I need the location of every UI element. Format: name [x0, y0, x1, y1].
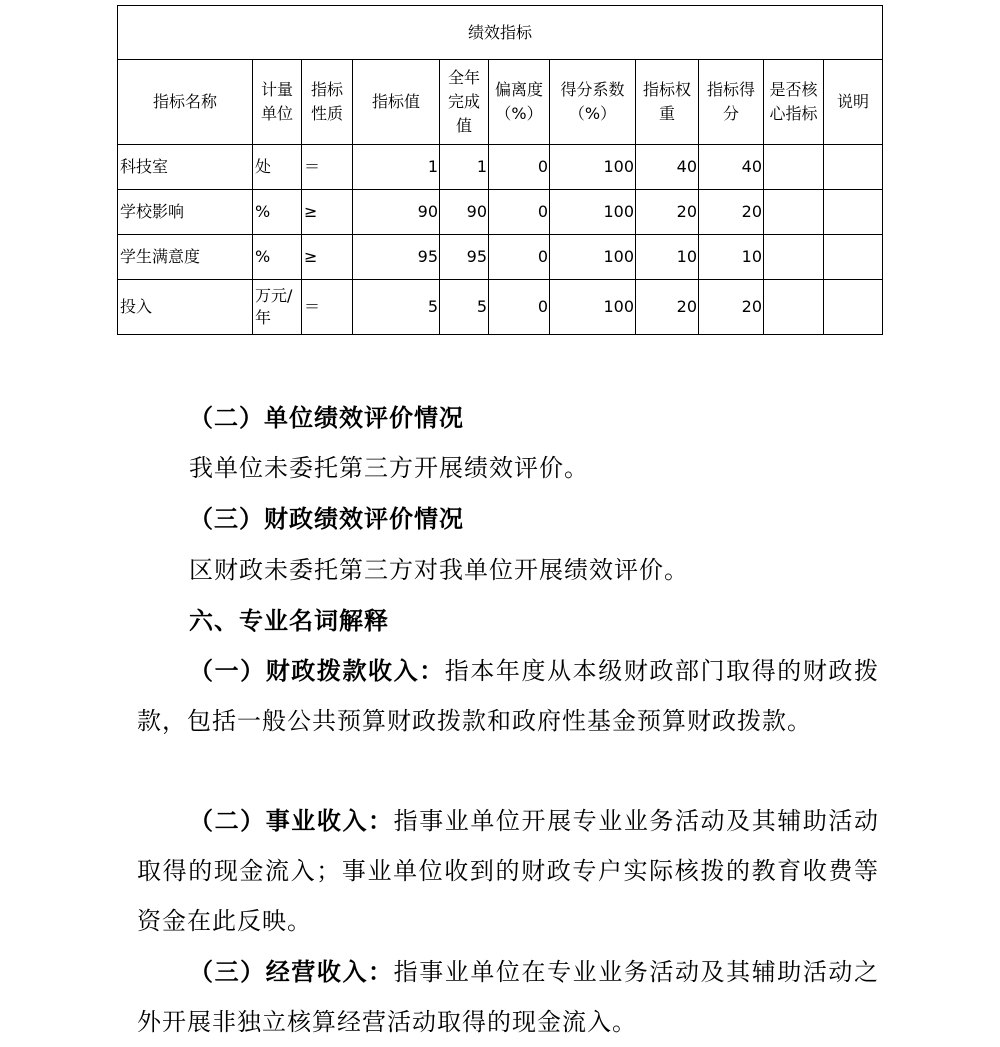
- score-cell: 20: [699, 280, 764, 335]
- coef-cell: 100: [550, 145, 636, 190]
- header-cell: 得分系数（%）: [550, 60, 636, 145]
- section-body: 区财政未委托第三方对我单位开展绩效评价。: [189, 556, 689, 584]
- note-cell: [824, 145, 883, 190]
- performance-indicator-table: [117, 5, 883, 335]
- target-cell: 5: [353, 280, 440, 335]
- actual-cell: 95: [440, 235, 489, 280]
- table-header-row: [118, 60, 883, 145]
- core-cell: [764, 145, 824, 190]
- term-text: 指事业单位开展专业业务活动及其辅助活动取得的现金流入；事业单位收到的财政专户实际核拨的教育收费等资金在此反映。: [137, 807, 880, 935]
- header-cell: 偏离度（%）: [489, 60, 550, 145]
- unit-cell: %: [253, 235, 302, 280]
- weight-cell: 20: [636, 280, 699, 335]
- section-heading: （三）财政绩效评价情况: [189, 504, 464, 533]
- table-row: [118, 145, 883, 190]
- term-title: （二）事业收入：: [189, 806, 394, 835]
- note-cell: [824, 280, 883, 335]
- header-cell: 是否核心指标: [764, 60, 824, 145]
- unit-cell: 万元/年: [253, 280, 302, 335]
- unit-cell: %: [253, 190, 302, 235]
- indicator-name: 科技室: [118, 145, 253, 190]
- section-body: 我单位未委托第三方开展绩效评价。: [189, 454, 589, 482]
- actual-cell: 5: [440, 280, 489, 335]
- unit-cell: 处: [253, 145, 302, 190]
- score-cell: 10: [699, 235, 764, 280]
- actual-cell: 90: [440, 190, 489, 235]
- weight-cell: 10: [636, 235, 699, 280]
- target-cell: 95: [353, 235, 440, 280]
- deviation-cell: 0: [489, 145, 550, 190]
- term-title: （三）经营收入：: [189, 957, 394, 986]
- table-title: 绩效指标: [118, 6, 883, 60]
- nature-cell: ≥: [302, 190, 353, 235]
- term-text: 指本年度从本级财政部门取得的财政拨款，包括一般公共预算财政拨款和政府性基金预算财政拨款。: [137, 657, 880, 735]
- table-row: [118, 235, 883, 280]
- indicator-name: 学校影响: [118, 190, 253, 235]
- term-definition: [137, 796, 879, 946]
- header-cell: 指标性质: [302, 60, 353, 145]
- table-row: [118, 280, 883, 335]
- target-cell: 90: [353, 190, 440, 235]
- core-cell: [764, 235, 824, 280]
- header-cell: 指标得分: [699, 60, 764, 145]
- section-heading: （二）单位绩效评价情况: [189, 403, 464, 432]
- table-row: [118, 190, 883, 235]
- term-definition: [137, 646, 879, 746]
- term-definition: [137, 947, 879, 1047]
- nature-cell: ＝: [302, 280, 353, 335]
- header-cell: 指标值: [353, 60, 440, 145]
- nature-cell: ≥: [302, 235, 353, 280]
- weight-cell: 40: [636, 145, 699, 190]
- note-cell: [824, 190, 883, 235]
- term-text: 指事业单位在专业业务活动及其辅助活动之外开展非独立核算经营活动取得的现金流入。: [137, 958, 880, 1036]
- indicator-name: 投入: [118, 280, 253, 335]
- score-cell: 40: [699, 145, 764, 190]
- coef-cell: 100: [550, 235, 636, 280]
- note-cell: [824, 235, 883, 280]
- header-cell: 说明: [824, 60, 883, 145]
- score-cell: 20: [699, 190, 764, 235]
- header-cell: 指标名称: [118, 60, 253, 145]
- target-cell: 1: [353, 145, 440, 190]
- coef-cell: 100: [550, 280, 636, 335]
- weight-cell: 20: [636, 190, 699, 235]
- header-cell: 指标权重: [636, 60, 699, 145]
- actual-cell: 1: [440, 145, 489, 190]
- coef-cell: 100: [550, 190, 636, 235]
- deviation-cell: 0: [489, 235, 550, 280]
- term-title: （一）财政拨款收入：: [189, 656, 445, 685]
- header-cell: 全年完成值: [440, 60, 489, 145]
- core-cell: [764, 280, 824, 335]
- indicator-name: 学生满意度: [118, 235, 253, 280]
- core-cell: [764, 190, 824, 235]
- chapter-heading: 六、专业名词解释: [189, 606, 389, 635]
- deviation-cell: 0: [489, 280, 550, 335]
- header-cell: 计量单位: [253, 60, 302, 145]
- nature-cell: ＝: [302, 145, 353, 190]
- deviation-cell: 0: [489, 190, 550, 235]
